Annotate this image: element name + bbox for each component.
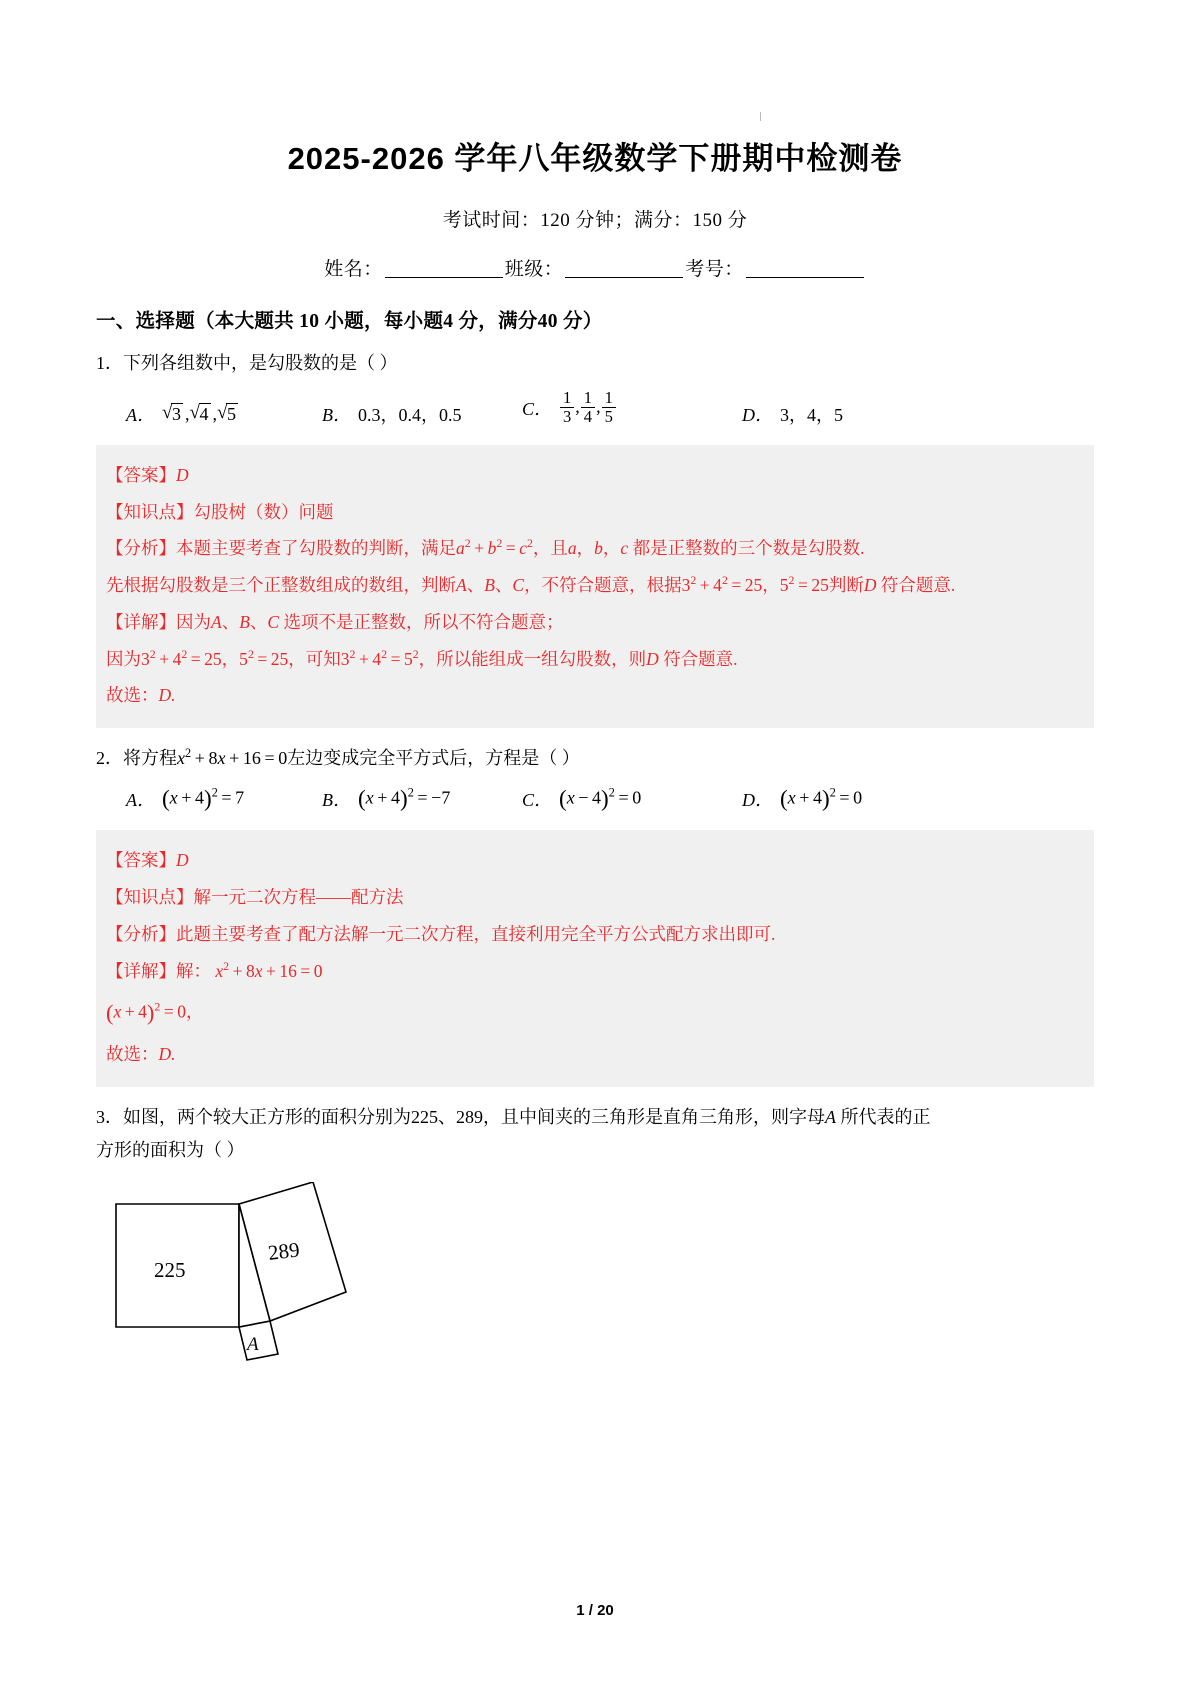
student-id-line xyxy=(96,232,1094,281)
question-2-option-a[interactable] xyxy=(126,785,322,812)
option-d-label: D． xyxy=(742,404,773,425)
question-1 xyxy=(96,333,1094,728)
conclusion-line: 故选：D. xyxy=(106,685,176,706)
square-a-label: A xyxy=(247,1333,259,1355)
knowledge-line xyxy=(106,879,1078,916)
page-title: 2025-2026 学年八年级数学下册期中检测卷 xyxy=(287,141,903,176)
question-3 xyxy=(96,1087,1094,1367)
detail-line-1: 【详解】解： $x^2 + 8x + 16 = 0$ xyxy=(106,958,323,981)
question-2-options xyxy=(96,775,1094,816)
solve-label: 解： xyxy=(176,960,211,981)
question-1-option-a[interactable] xyxy=(126,401,322,427)
square-289-label: 289 xyxy=(266,1237,301,1265)
question-3-number: 3． xyxy=(96,1107,123,1128)
square-225-label: 225 xyxy=(154,1257,186,1282)
exam-no-label: 考号： xyxy=(685,258,744,280)
name-input-blank[interactable] xyxy=(385,277,503,278)
question-1-option-c[interactable] xyxy=(522,390,742,427)
pythagorean-squares-diagram xyxy=(106,1182,406,1362)
option-c-value: $\frac{1}{3}$ , $\frac{1}{4}$ , $\frac{1}{5}$ xyxy=(559,390,617,427)
detail-line-2: $(x + 4)^2 = 0$， xyxy=(106,1000,204,1026)
name-label: 姓名： xyxy=(324,258,383,280)
question-2-option-d[interactable] xyxy=(742,785,862,812)
page-number: 1 / 20 xyxy=(576,1602,614,1619)
option-a-label: A． xyxy=(126,404,155,425)
knowledge-tag: 【知识点】 xyxy=(106,887,194,908)
option-c-value: $(x - 4)^2 = 0$ xyxy=(559,785,642,812)
question-1-text: 下列各组数中，是勾股数的是（ ） xyxy=(123,352,398,373)
knowledge-value: 勾股树（数）问题 xyxy=(193,501,334,522)
analysis-value: 此题主要考查了配方法解一元二次方程，直接利用完全平方公式配方求出即可. xyxy=(176,923,776,944)
knowledge-value: 解一元二次方程——配方法 xyxy=(193,887,404,908)
question-1-stem xyxy=(96,333,1094,380)
detail-tag: 【详解】 xyxy=(106,611,176,632)
option-c-label: C． xyxy=(522,399,553,420)
option-a-value: √ 3 , √ 4 , √ 5 xyxy=(162,403,240,425)
option-b-value: $(x + 4)^2 = -7$ xyxy=(358,785,451,812)
question-3-stem-line-2: 方形的面积为（ ） xyxy=(96,1140,245,1161)
question-1-number: 1． xyxy=(96,352,123,373)
option-d-label: D． xyxy=(742,789,773,810)
analysis-line-1: 【分析】本题主要考查了勾股数的判断，满足$a^2 + b^2 = c^2$，且a，b，c 都是正整数的三个数是勾股数. xyxy=(106,536,865,559)
analysis-line-1 xyxy=(106,916,1078,953)
knowledge-tag: 【知识点】 xyxy=(106,501,194,522)
question-1-option-d[interactable] xyxy=(742,401,843,427)
detail-line-1: 【详解】因为A、B、C 选项不是正整数，所以不符合题意； xyxy=(106,611,564,632)
answer-value: D xyxy=(176,464,189,485)
detail-line-2: 因为$3^2 + 4^2 = 25$，$5^2 = 25$，可知$3^2 + 4^2 = 5^2$，所以能组成一组勾股数，则D 符合题意. xyxy=(106,646,738,669)
option-b-label: B． xyxy=(322,404,351,425)
question-2-stem: 2．将方程$x^2 + 8x + 16 = 0$左边变成完全平方式后，方程是（ ） xyxy=(96,746,580,769)
option-d-value: $(x + 4)^2 = 0$ xyxy=(780,785,863,812)
analysis-tag: 【分析】 xyxy=(106,538,176,559)
option-b-label: B． xyxy=(322,789,351,810)
question-2-answer-block xyxy=(96,830,1094,1087)
question-3-figure xyxy=(96,1168,1094,1367)
page-margin-tick xyxy=(760,112,761,121)
answer-value: D xyxy=(176,850,189,871)
question-1-options xyxy=(96,380,1094,431)
option-a-label: A． xyxy=(126,789,155,810)
analysis-line-2: 先根据勾股数是三个正整数组成的数组，判断A、B、C，不符合题意，根据$3^2 + 4^2 = 25$，$5^2 = 25$判断D 符合题意. xyxy=(106,573,956,596)
analysis-tag: 【分析】 xyxy=(106,923,176,944)
detail-tag: 【详解】 xyxy=(106,960,176,981)
class-input-blank[interactable] xyxy=(565,277,683,278)
answer-tag: 【答案】 xyxy=(106,850,176,871)
option-c-label: C． xyxy=(522,789,553,810)
class-label: 班级： xyxy=(504,258,564,280)
question-2 xyxy=(96,728,1094,1087)
option-a-value: $(x + 4)^2 = 7$ xyxy=(162,785,245,812)
question-2-option-b[interactable] xyxy=(322,785,522,812)
option-b-value: 0.3，0.4，0.5 xyxy=(358,404,462,425)
exam-meta-subtitle: 考试时间：120 分钟；满分：150 分 xyxy=(442,209,748,231)
section-heading-choice: 一、选择题（本大题共 10 小题，每小题4 分，满分40 分） xyxy=(96,310,603,332)
question-2-number: 2． xyxy=(96,748,123,769)
answer-line xyxy=(106,457,1078,494)
question-3-stem: 3．如图，两个较大正方形的面积分别为225、289，且中间夹的三角形是直角三角形，则字母A 所代表的正 xyxy=(96,1107,931,1128)
answer-line xyxy=(106,842,1078,879)
exam-no-input-blank[interactable] xyxy=(746,277,864,278)
question-1-option-b[interactable] xyxy=(322,401,522,427)
answer-tag: 【答案】 xyxy=(106,464,176,485)
knowledge-line xyxy=(106,494,1078,531)
option-d-value: 3，4，5 xyxy=(780,404,843,425)
question-1-answer-block xyxy=(96,445,1094,728)
conclusion-line: 故选：D. xyxy=(106,1044,176,1065)
question-2-option-c[interactable] xyxy=(522,785,742,812)
